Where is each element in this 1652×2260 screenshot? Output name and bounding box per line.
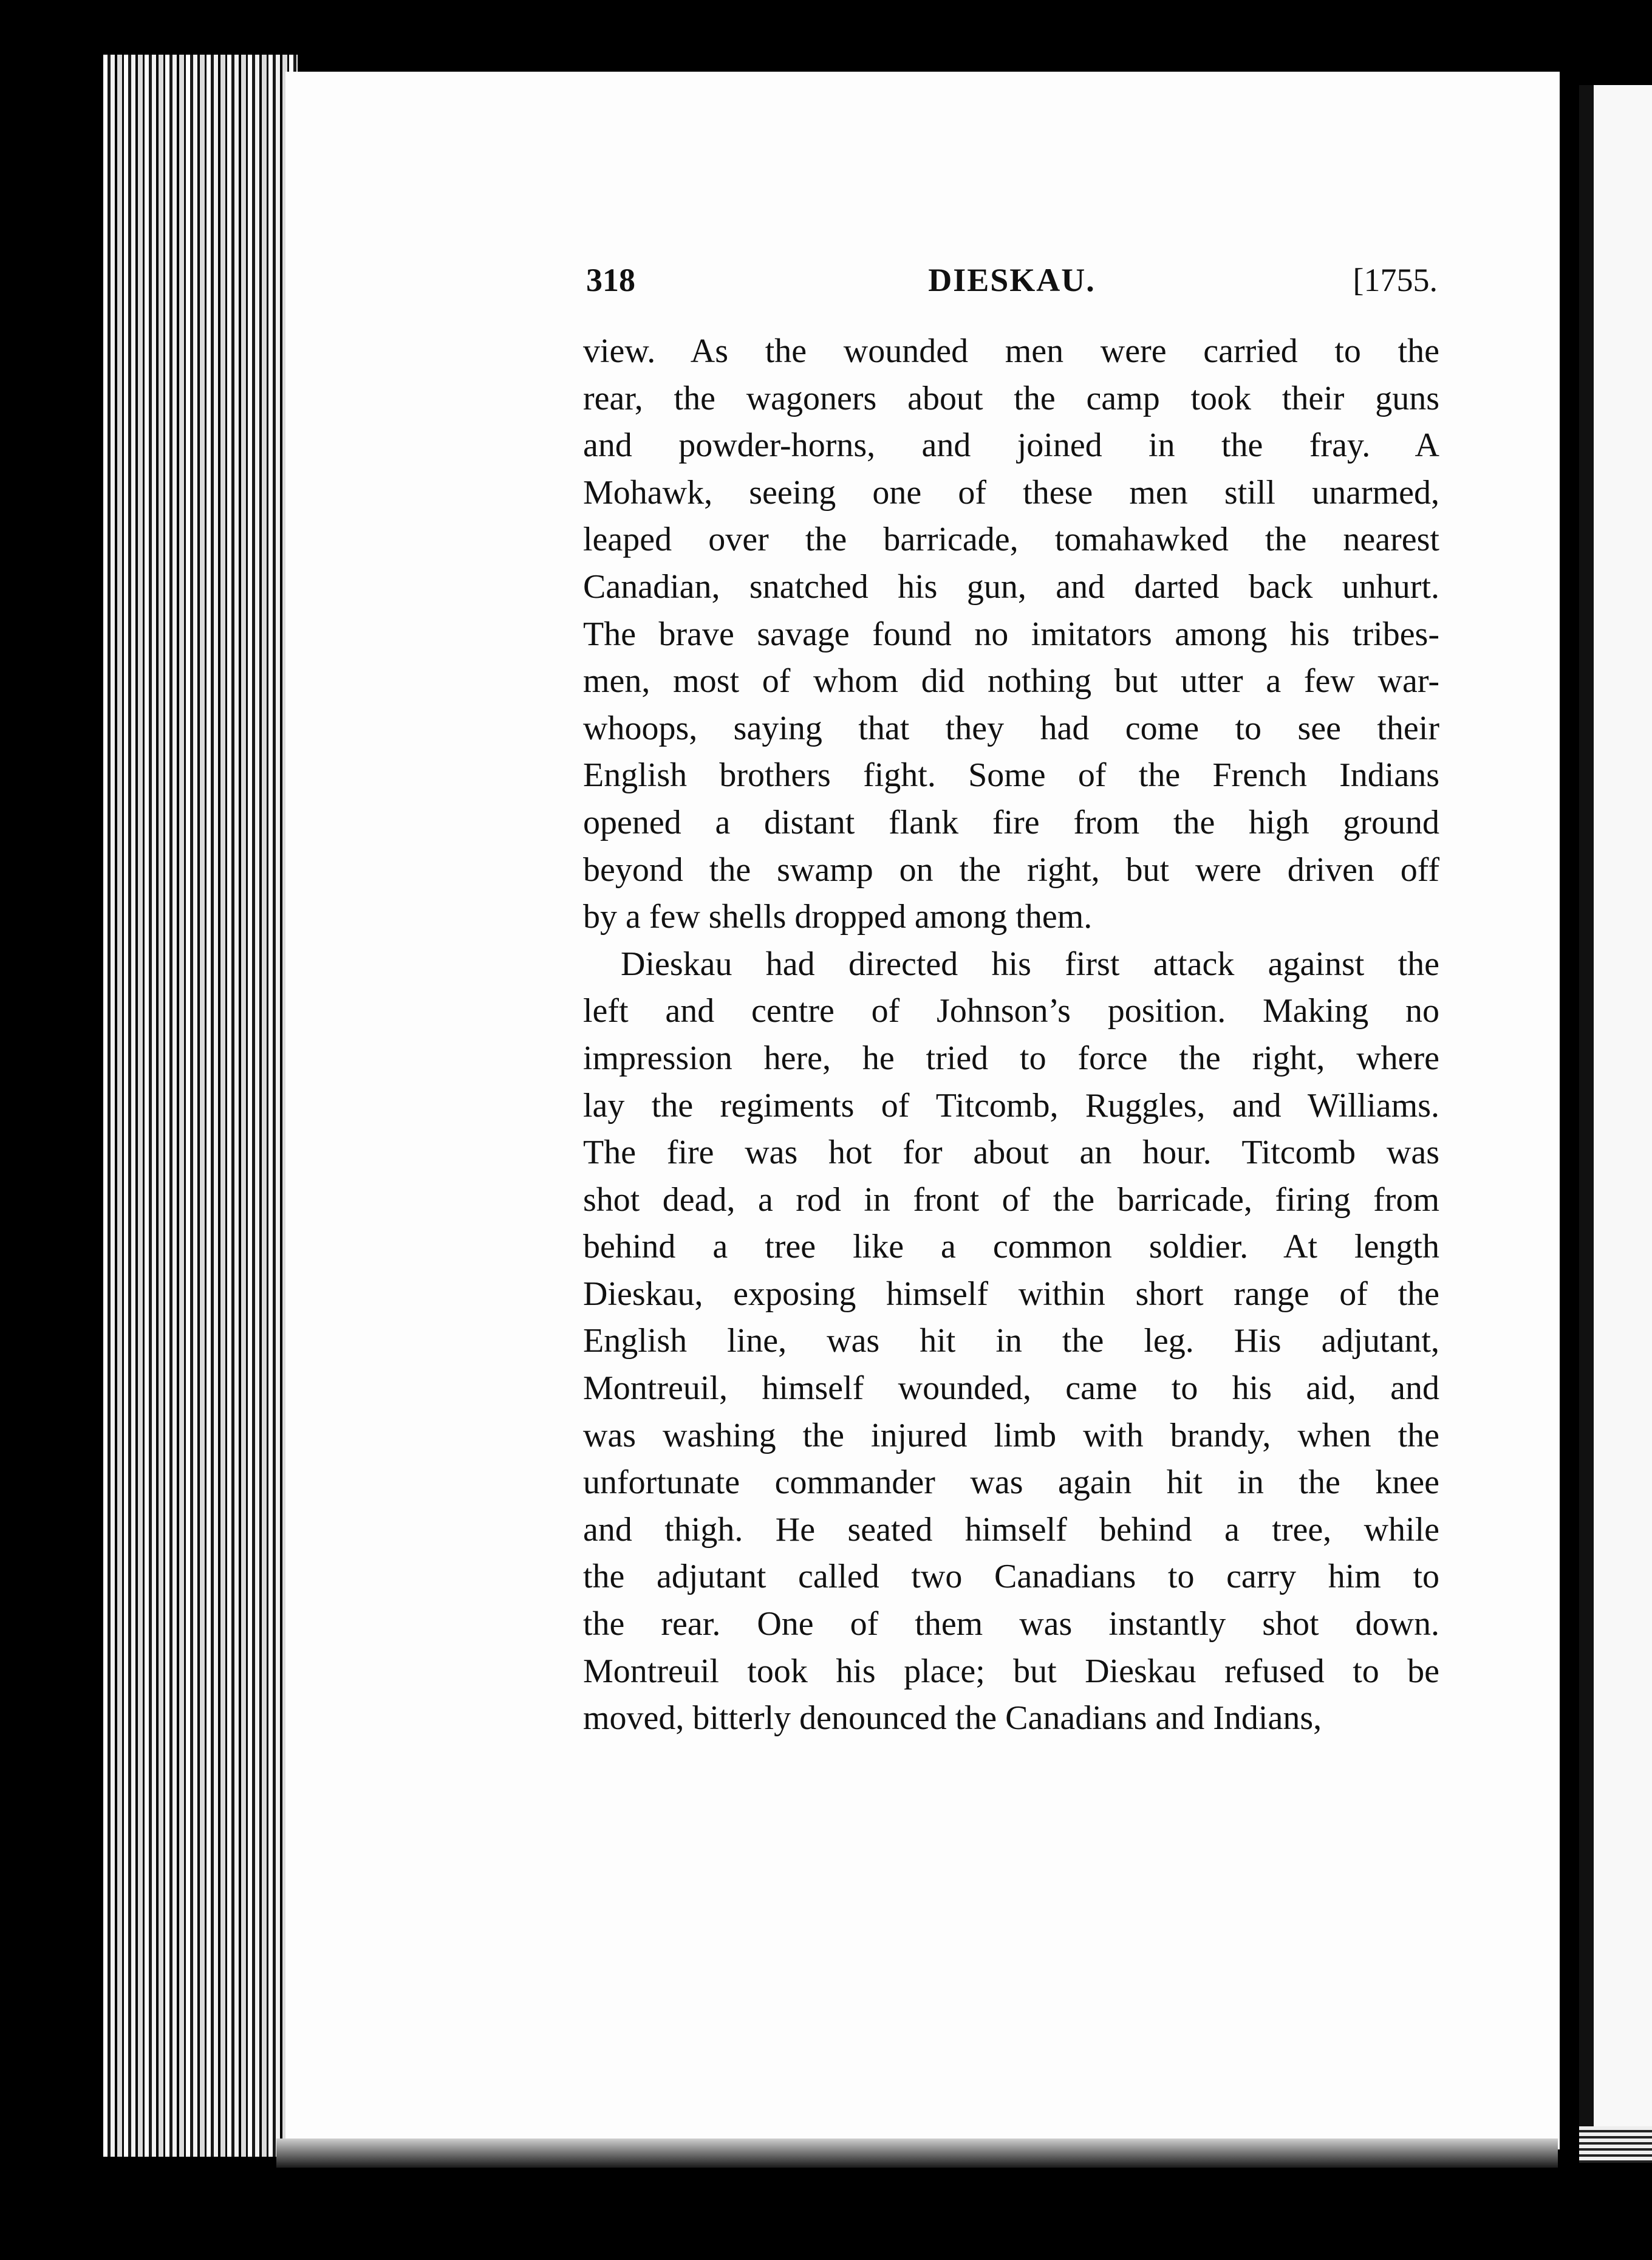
text-line: and thigh. He seated himself behind a tree, while bbox=[583, 1510, 1439, 1549]
page-number: 318 bbox=[586, 262, 635, 298]
text-line: view. As the wounded men were carried to the bbox=[583, 332, 1439, 370]
text-line: Dieskau, exposing himself within short range of the bbox=[583, 1275, 1439, 1313]
paragraph bbox=[583, 941, 1439, 1742]
text-line: unfortunate commander was again hit in the knee bbox=[583, 1464, 1439, 1502]
body-text bbox=[583, 328, 1439, 1742]
text-line: and powder-horns, and joined in the fray. A bbox=[583, 426, 1439, 465]
text-line: Montreuil took his place; but Dieskau refused to be bbox=[583, 1652, 1439, 1690]
running-head bbox=[586, 261, 1438, 310]
text-line: moved, bitterly denounced the Canadians and Indians, bbox=[583, 1699, 1322, 1738]
facing-page-edge bbox=[1579, 85, 1652, 2126]
text-line: The brave savage found no imitators among his tribes- bbox=[583, 615, 1439, 653]
text-line: men, most of whom did nothing but utter a few war- bbox=[583, 662, 1439, 700]
text-line: lay the regiments of Titcomb, Ruggles, and Williams. bbox=[583, 1086, 1439, 1125]
book-page-edges bbox=[103, 55, 298, 2157]
text-line: English brothers fight. Some of the French Indians bbox=[583, 756, 1439, 795]
text-line: rear, the wagoners about the camp took their guns bbox=[583, 379, 1439, 417]
text-line: shot dead, a rod in front of the barricade, firing from bbox=[583, 1180, 1439, 1219]
facing-page-bottom-edge bbox=[1579, 2126, 1652, 2163]
text-line: Mohawk, seeing one of these men still unarmed, bbox=[583, 473, 1439, 512]
text-line: Dieskau had directed his first attack against the bbox=[621, 945, 1439, 983]
running-year: [1755. bbox=[1353, 262, 1438, 298]
text-line: left and centre of Johnson’s position. Making no bbox=[583, 992, 1439, 1030]
page-bottom-edge bbox=[276, 2138, 1558, 2168]
text-line: behind a tree like a common soldier. At length bbox=[583, 1228, 1439, 1266]
text-line: by a few shells dropped among them. bbox=[583, 898, 1093, 936]
text-line: was washing the injured limb with brandy, when the bbox=[583, 1416, 1439, 1454]
text-line: beyond the swamp on the right, but were driven off bbox=[583, 851, 1439, 889]
text-line: leaped over the barricade, tomahawked the nearest bbox=[583, 521, 1439, 559]
text-line: whoops, saying that they had come to see their bbox=[583, 709, 1439, 747]
running-title: DIESKAU. bbox=[928, 262, 1096, 298]
text-line: English line, was hit in the leg. His adjutant, bbox=[583, 1322, 1439, 1360]
text-line: Canadian, snatched his gun, and darted back unhurt. bbox=[583, 567, 1439, 606]
text-line: the adjutant called two Canadians to carry him to bbox=[583, 1558, 1439, 1596]
text-line: opened a distant flank fire from the high ground bbox=[583, 803, 1439, 841]
paragraph bbox=[583, 328, 1439, 941]
text-line: Montreuil, himself wounded, came to his aid, and bbox=[583, 1369, 1439, 1408]
text-line: the rear. One of them was instantly shot down. bbox=[583, 1605, 1439, 1643]
text-line: The fire was hot for about an hour. Titcomb was bbox=[583, 1134, 1439, 1172]
text-line: impression here, he tried to force the right, where bbox=[583, 1039, 1439, 1077]
